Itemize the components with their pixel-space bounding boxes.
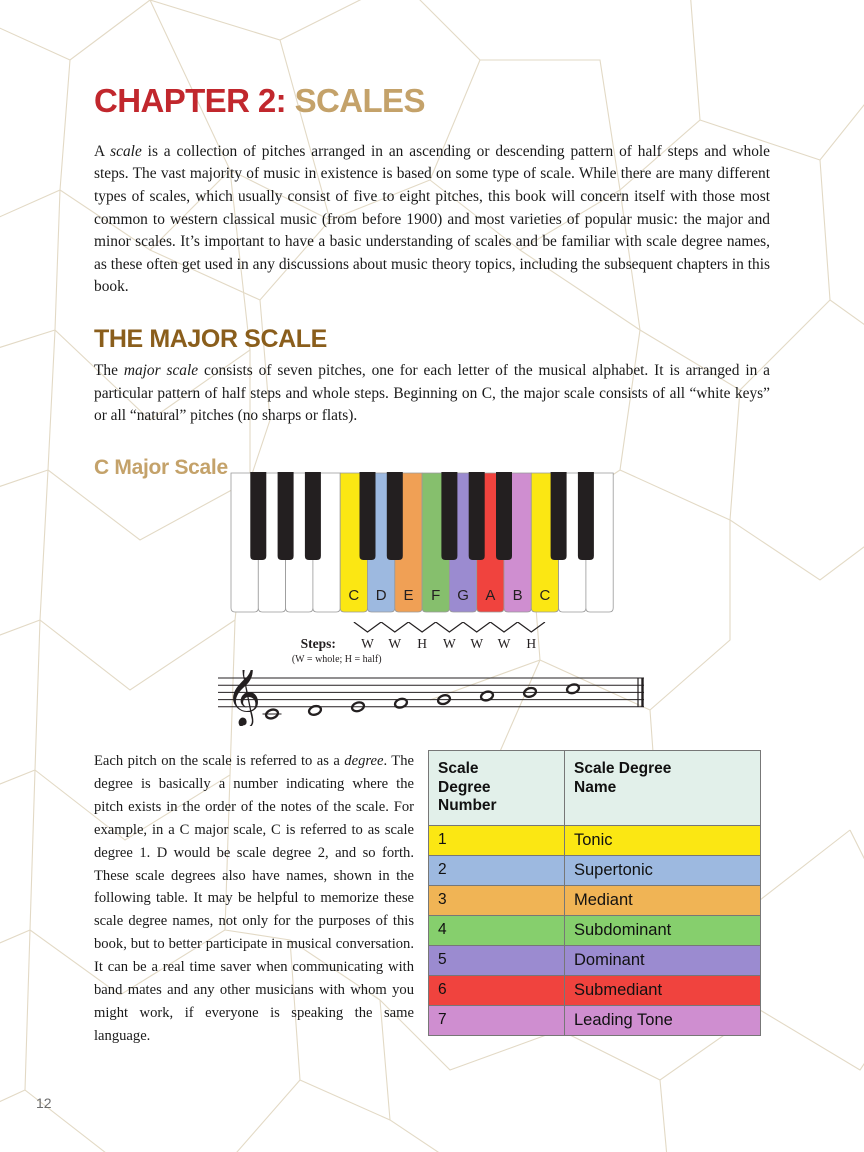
steps-figure: [230, 622, 630, 675]
steps-legend: (W = whole; H = half): [291, 654, 382, 665]
column-header-degree-name: Scale Degree Name: [565, 751, 761, 826]
key-label-F-3: F: [431, 587, 441, 604]
step-bracket-6: [518, 622, 545, 632]
key-label-G-4: G: [457, 587, 469, 604]
degree-number-cell: 4: [429, 915, 565, 945]
key-label-B-6: B: [512, 587, 523, 604]
whole-note-C-7: [566, 683, 580, 695]
black-key-11: [551, 472, 567, 560]
degree-name-cell: Supertonic: [565, 855, 761, 885]
degree-name-cell: Submediant: [565, 975, 761, 1005]
black-key-12: [578, 472, 594, 560]
degree-number-cell: 6: [429, 975, 565, 1005]
step-value-3: W: [443, 636, 456, 651]
key-label-E-2: E: [403, 587, 414, 604]
key-label-C-7: C: [539, 587, 551, 604]
step-value-6: H: [526, 636, 537, 651]
page-content: [94, 84, 770, 480]
page-number: 12: [36, 1095, 52, 1111]
c-major-scale-heading: C Major Scale: [94, 456, 228, 480]
table-body: [429, 825, 761, 1035]
degree-number-cell: 2: [429, 855, 565, 885]
black-key-1: [278, 472, 294, 560]
staff-svg: [216, 670, 648, 726]
step-value-5: W: [497, 636, 511, 651]
degree-name-cell: Tonic: [565, 825, 761, 855]
degree-number-cell: 3: [429, 885, 565, 915]
step-value-0: W: [361, 636, 374, 651]
black-key-9: [496, 472, 512, 560]
step-value-2: H: [417, 636, 427, 651]
intro-paragraph: A scale is a collection of pitches arranged in an ascending or descending pattern of half steps and whole steps. The vast majority of music in existence is based on some type of scale. While there are many different types of scales, which usually consist of five to eight pitches, this book will concern itself with those most common to western classical music (from before 1900) and most varieties of popular music: the major and minor scales. It’s important to have a basic understanding of scales and be familiar with scale degree names, as these often get used in any discussions about music theory topics, including the subsequent chapters in this book.: [94, 142, 770, 296]
chapter-word: SCALES: [294, 82, 425, 119]
step-value-4: W: [470, 636, 484, 651]
whole-note-A-5: [480, 690, 494, 702]
table-row: [429, 1005, 761, 1035]
table-row: [429, 945, 761, 975]
step-bracket-3: [436, 622, 463, 632]
degree-name-cell: Mediant: [565, 885, 761, 915]
black-key-8: [469, 472, 485, 560]
table-row: [429, 825, 761, 855]
step-bracket-0: [354, 622, 381, 632]
degree-explanation-column: [94, 750, 414, 1048]
step-bracket-1: [381, 622, 408, 632]
degree-number-cell: 7: [429, 1005, 565, 1035]
black-key-7: [441, 472, 457, 560]
keyboard-svg: [230, 472, 614, 620]
degree-name-cell: Subdominant: [565, 915, 761, 945]
table-row: [429, 885, 761, 915]
degree-number-cell: 5: [429, 945, 565, 975]
major-scale-paragraph: The major scale consists of seven pitches, one for each letter of the musical alphabet. It is arranged in a particular pattern of half steps and whole steps. Beginning on C, the major scale consists of all “white keys” or all “natural” pitches (no sharps or flats).: [94, 362, 771, 425]
black-key-0: [250, 472, 266, 560]
chapter-label: CHAPTER 2:: [94, 82, 287, 119]
table-row: [429, 855, 761, 885]
piano-keyboard-diagram: [230, 472, 614, 625]
degree-number-cell: 1: [429, 825, 565, 855]
black-key-2: [305, 472, 321, 560]
whole-note-D-1: [308, 705, 322, 717]
scale-degree-table: [428, 750, 761, 1036]
column-header-degree-number: Scale Degree Number: [429, 751, 565, 826]
step-bracket-4: [463, 622, 490, 632]
step-bracket-2: [408, 622, 435, 632]
step-bracket-5: [490, 622, 517, 632]
treble-clef-icon: 𝄞: [226, 670, 261, 726]
whole-note-F-3: [394, 697, 408, 709]
key-label-D-1: D: [375, 587, 387, 604]
degree-name-cell: Leading Tone: [565, 1005, 761, 1035]
key-label-C-0: C: [348, 587, 360, 604]
degree-name-cell: Dominant: [565, 945, 761, 975]
steps-svg: [230, 622, 630, 670]
music-staff-figure: [216, 670, 648, 731]
table-row: [429, 915, 761, 945]
degree-paragraph: Each pitch on the scale is referred to as a degree. The degree is basically a number indicating where the pitch exists in the order of the notes of the scale. For example, in a C major scale, C is referred to as scale degree 1. D would be scale degree 2, and so forth. These scale degrees also have names, shown in the following table. It may be helpful to memorize these scale degree names, not only for the purposes of this book, but to better participate in musical conversation. It can be a real time saver when communicating with band mates and any other musicians with whom you might work, if everyone is speaking the same language.: [94, 753, 414, 1044]
steps-label: Steps:: [300, 636, 336, 651]
black-key-4: [360, 472, 376, 560]
table-header-row: [429, 751, 761, 826]
step-value-1: W: [388, 636, 402, 651]
black-key-5: [387, 472, 403, 560]
table-row: [429, 975, 761, 1005]
major-scale-heading: THE MAJOR SCALE: [94, 325, 327, 354]
page-title: [94, 84, 770, 119]
key-label-A-5: A: [485, 587, 496, 604]
